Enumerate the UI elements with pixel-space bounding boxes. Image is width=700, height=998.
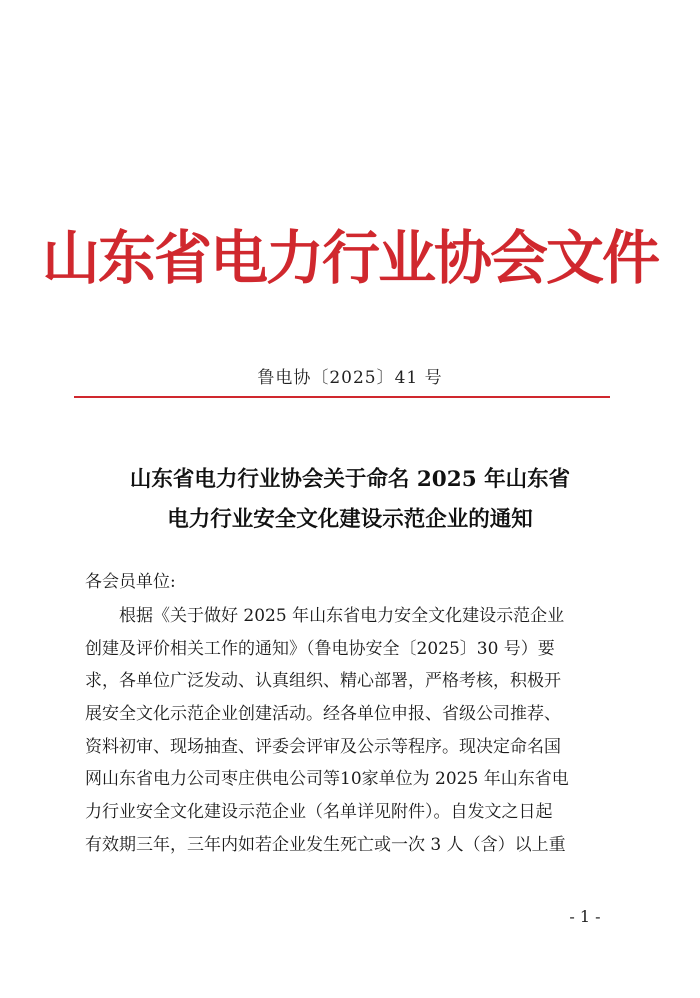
body-line-1: 根据《关于做好 2025 年山东省电力安全文化建设示范企业	[119, 606, 565, 626]
body-line-3: 求，各单位广泛发动、认真组织、精心部署，严格考核，积极开	[85, 671, 561, 692]
page-number: - 1 -	[569, 907, 601, 926]
red-divider-line	[74, 396, 610, 398]
body-line-5: 资料初审、现场抽查、评委会评审及公示等程序。现决定命名国	[85, 736, 561, 757]
salutation: 各会员单位:	[85, 572, 176, 592]
document-number: 鲁电协〔2025〕41 号	[257, 368, 443, 388]
body-line-2: 创建及评价相关工作的通知》（鲁电协安全〔2025〕30 号）要	[85, 638, 555, 659]
body-line-8: 有效期三年，三年内如若企业发生死亡或一次 3 人（含）以上重	[85, 834, 566, 855]
body-line-7: 力行业安全文化建设示范企业（名单详见附件）。自发文之日起	[85, 802, 553, 823]
notice-title	[60, 460, 640, 540]
body-text	[85, 600, 615, 862]
notice-title-line-2: 电力行业安全文化建设示范企业的通知	[167, 507, 533, 532]
masthead-title: 山东省电力行业协会文件	[41, 224, 658, 292]
body-line-6: 网山东省电力公司枣庄供电公司等10家单位为 2025 年山东省电	[85, 769, 569, 790]
body-line-4: 展安全文化示范企业创建活动。经各单位申报、省级公司推荐、	[85, 704, 561, 725]
notice-title-line-1: 山东省电力行业协会关于命名 2025 年山东省	[129, 467, 571, 492]
